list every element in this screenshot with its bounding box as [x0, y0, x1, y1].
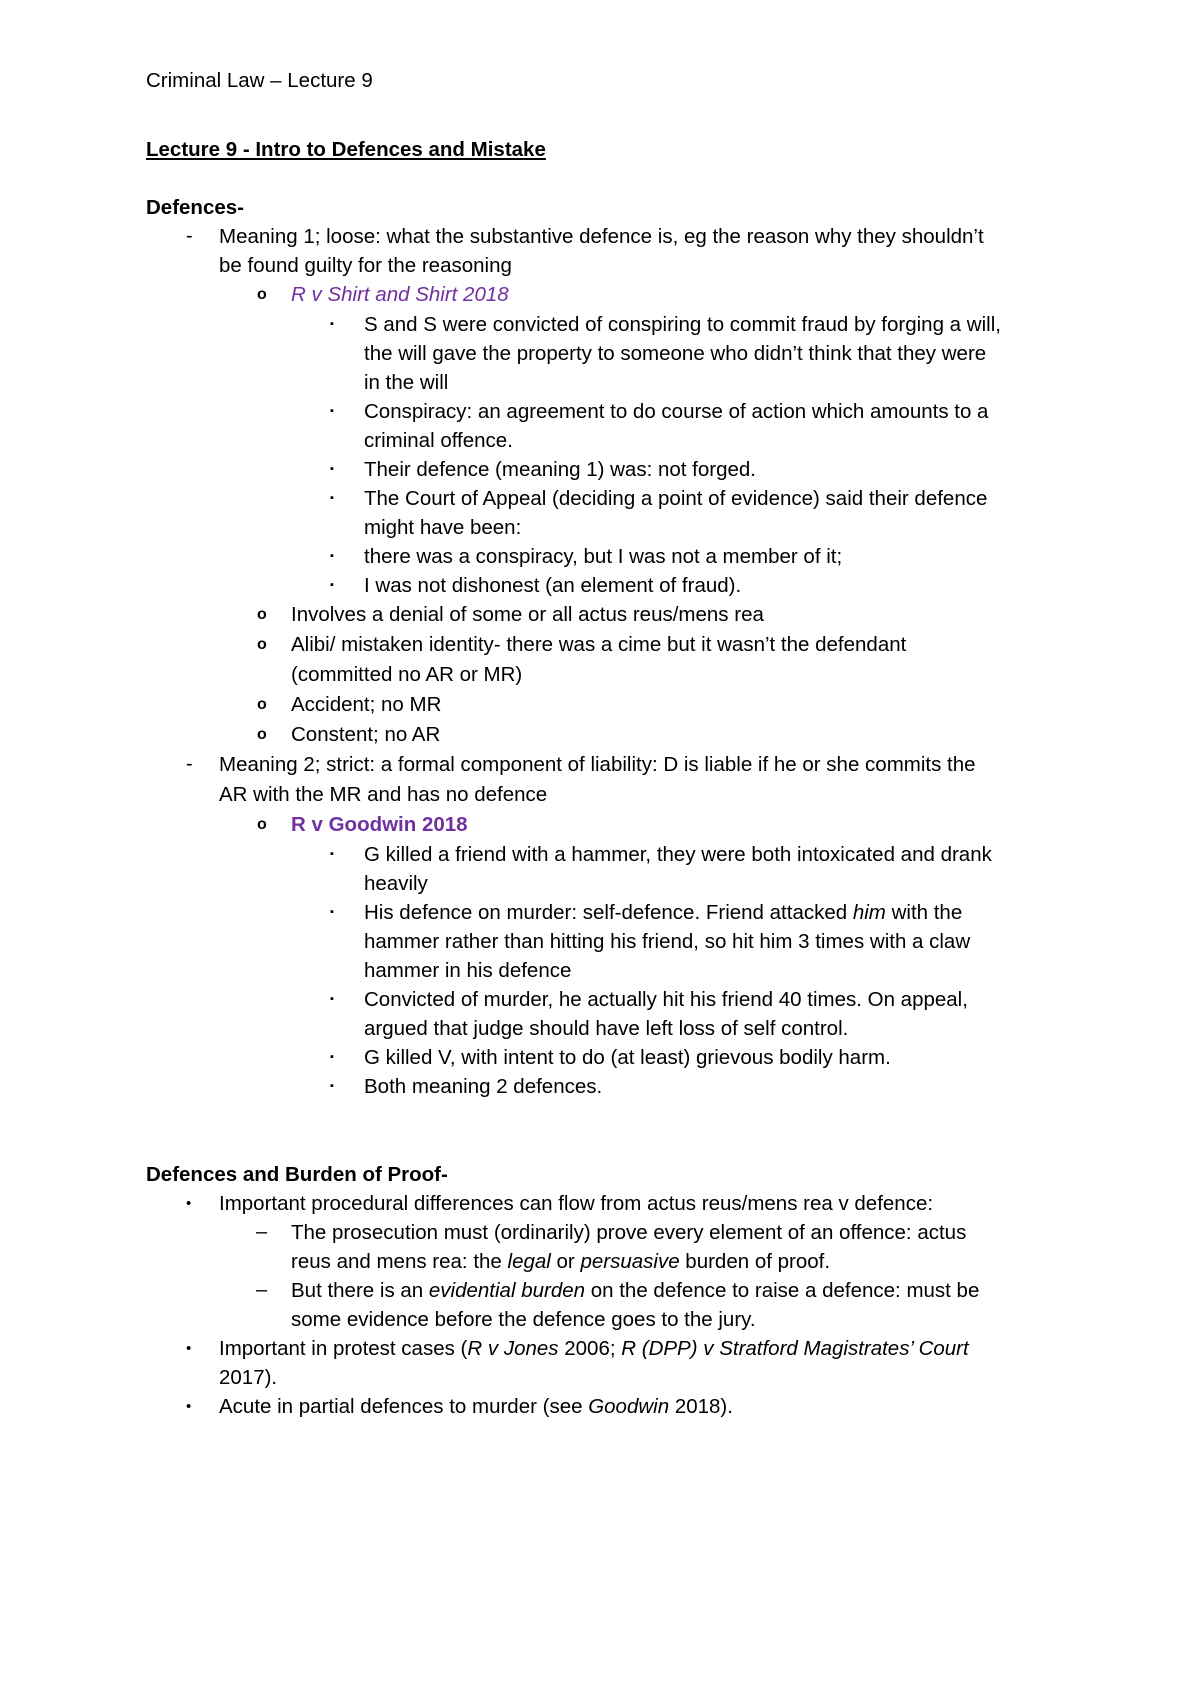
- endash-bullet: –: [256, 1221, 268, 1243]
- case2-point: [364, 898, 962, 927]
- round-bullet: •: [186, 1340, 192, 1357]
- text-run-italic: persuasive: [580, 1250, 680, 1273]
- lecture-heading: Lecture 9 - Intro to Defences and Mistake: [146, 138, 546, 161]
- case-name-goodwin: R v Goodwin 2018: [291, 813, 468, 836]
- meaning1-text-cont: be found guilty for the reasoning: [219, 254, 512, 277]
- burden-point: [219, 1334, 969, 1363]
- case2-point: G killed V, with intent to do (at least) grievous bodily harm.: [364, 1046, 891, 1069]
- text-run: or: [550, 1250, 581, 1273]
- text-run: burden of proof.: [679, 1250, 831, 1273]
- text-run-italic: him: [852, 901, 886, 924]
- text-run: 2006;: [558, 1337, 622, 1360]
- burden-point: [219, 1392, 733, 1421]
- square-bullet: ▪: [330, 463, 334, 475]
- burden-subpoint: The prosecution must (ordinarily) prove every element of an offence: actus: [291, 1221, 967, 1244]
- burden-subpoint: [291, 1276, 979, 1305]
- text-run-italic: evidential burden: [428, 1279, 586, 1302]
- text-run: His defence on murder: self-defence. Friend attacked: [364, 901, 853, 924]
- burden-point: Important procedural differences can flow from actus reus/mens rea v defence:: [219, 1192, 934, 1215]
- text-run: But there is an: [291, 1279, 429, 1302]
- round-bullet: •: [186, 1195, 192, 1212]
- case2-point: G killed a friend with a hammer, they were both intoxicated and drank: [364, 843, 992, 866]
- meaning1-text: Meaning 1; loose: what the substantive defence is, eg the reason why they shouldn’t: [219, 225, 984, 248]
- round-bullet: •: [186, 1398, 192, 1415]
- text-run-italic: legal: [507, 1250, 551, 1273]
- case1-point-cont: the will gave the property to someone who didn’t think that they were: [364, 342, 987, 365]
- case2-point-cont: hammer in his defence: [364, 959, 572, 982]
- text-run-italic: R (DPP) v Stratford Magistrates’ Court: [621, 1337, 969, 1360]
- circle-bullet: o: [257, 816, 267, 833]
- text-run-italic: R v Jones: [467, 1337, 559, 1360]
- circle-bullet: o: [257, 696, 267, 713]
- case-name-shirt: R v Shirt and Shirt 2018: [291, 283, 509, 306]
- square-bullet: ▪: [330, 1051, 334, 1063]
- text-run: with the: [885, 901, 963, 924]
- text-run: reus and mens rea: the: [291, 1250, 508, 1273]
- case1-point: there was a conspiracy, but I was not a member of it;: [364, 545, 843, 568]
- square-bullet: ▪: [330, 550, 334, 562]
- sub-point: Constent; no AR: [291, 723, 441, 746]
- case1-point: S and S were convicted of conspiring to commit fraud by forging a will,: [364, 313, 1001, 336]
- square-bullet: ▪: [330, 579, 334, 591]
- circle-bullet: o: [257, 636, 267, 653]
- square-bullet: ▪: [330, 318, 334, 330]
- square-bullet: ▪: [330, 848, 334, 860]
- case1-point: Conspiracy: an agreement to do course of action which amounts to a: [364, 400, 989, 423]
- dash-bullet: -: [186, 753, 193, 775]
- circle-bullet: o: [257, 726, 267, 743]
- case2-point: Both meaning 2 defences.: [364, 1075, 603, 1098]
- meaning2-text-cont: AR with the MR and has no defence: [219, 783, 548, 806]
- burden-subpoint-cont: [291, 1247, 830, 1276]
- section-heading-defences: Defences-: [146, 196, 244, 219]
- circle-bullet: o: [257, 606, 267, 623]
- case2-point-cont: argued that judge should have left loss of self control.: [364, 1017, 849, 1040]
- text-run: on the defence to raise a defence: must be: [585, 1279, 980, 1302]
- case2-point-cont: hammer rather than hitting his friend, so hit him 3 times with a claw: [364, 930, 971, 953]
- case1-point-cont: in the will: [364, 371, 449, 394]
- endash-bullet: –: [256, 1279, 268, 1301]
- text-run-italic: Goodwin: [588, 1395, 670, 1418]
- sub-point-cont: (committed no AR or MR): [291, 663, 523, 686]
- case1-point: Their defence (meaning 1) was: not forged.: [364, 458, 756, 481]
- case1-point: I was not dishonest (an element of fraud).: [364, 574, 742, 597]
- text-run: Acute in partial defences to murder (see: [219, 1395, 589, 1418]
- sub-point: Accident; no MR: [291, 693, 442, 716]
- header-title: Criminal Law – Lecture 9: [146, 69, 373, 92]
- section-heading-burden: Defences and Burden of Proof-: [146, 1163, 448, 1186]
- circle-bullet: o: [257, 286, 267, 303]
- square-bullet: ▪: [330, 492, 334, 504]
- case1-point-cont: criminal offence.: [364, 429, 513, 452]
- burden-subpoint-cont: some evidence before the defence goes to the jury.: [291, 1308, 756, 1331]
- case2-point-cont: heavily: [364, 872, 428, 895]
- dash-bullet: -: [186, 225, 193, 247]
- meaning2-text: Meaning 2; strict: a formal component of liability: D is liable if he or she commits the: [219, 753, 976, 776]
- case2-point: Convicted of murder, he actually hit his friend 40 times. On appeal,: [364, 988, 968, 1011]
- square-bullet: ▪: [330, 906, 334, 918]
- square-bullet: ▪: [330, 405, 334, 417]
- text-run: Important in protest cases (: [219, 1337, 468, 1360]
- sub-point: Involves a denial of some or all actus reus/mens rea: [291, 603, 764, 626]
- case1-point: The Court of Appeal (deciding a point of evidence) said their defence: [364, 487, 988, 510]
- square-bullet: ▪: [330, 1080, 334, 1092]
- square-bullet: ▪: [330, 993, 334, 1005]
- text-run: 2018).: [669, 1395, 733, 1418]
- burden-point-cont: 2017).: [219, 1366, 278, 1389]
- sub-point: Alibi/ mistaken identity- there was a cime but it wasn’t the defendant: [291, 633, 907, 656]
- case1-point-cont: might have been:: [364, 516, 522, 539]
